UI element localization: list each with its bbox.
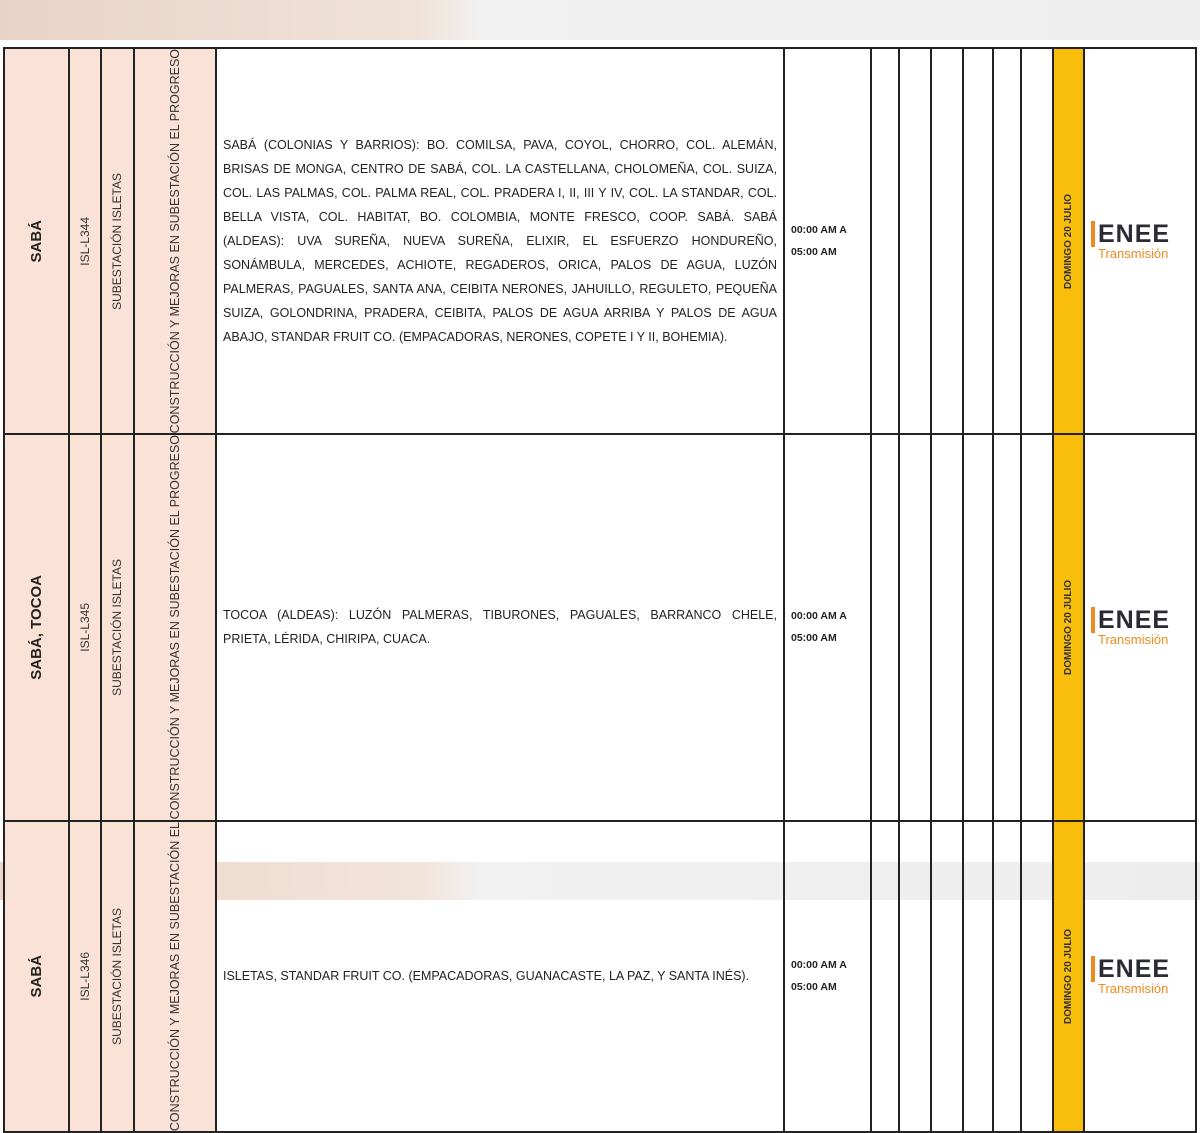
sectores-text: ISLETAS, STANDAR FRUIT CO. (EMPACADORAS, GUANACASTE, LA PAZ, Y SANTA INÉS). bbox=[223, 969, 750, 984]
horario-start: 00:00 AM A bbox=[791, 959, 847, 972]
empty-cell bbox=[963, 434, 993, 820]
enee-logo bbox=[1085, 221, 1195, 261]
table-row bbox=[4, 48, 1196, 434]
horario-start: 00:00 AM A bbox=[791, 224, 847, 237]
empty-cell bbox=[1021, 48, 1053, 434]
empty-cell bbox=[899, 48, 931, 434]
empty-cell bbox=[963, 48, 993, 434]
logo-sub: Transmisión bbox=[1098, 632, 1169, 648]
empty-cell bbox=[899, 821, 931, 1132]
horario-cell bbox=[784, 821, 871, 1132]
fecha-text: DOMINGO 20 JULIO bbox=[1063, 579, 1074, 675]
outage-schedule-table bbox=[3, 47, 1197, 1133]
empty-cell bbox=[963, 821, 993, 1132]
fecha-cell bbox=[1053, 48, 1084, 434]
horario-end: 05:00 AM bbox=[791, 246, 837, 259]
subestacion-text: SUBESTACIÓN ISLETAS bbox=[110, 907, 124, 1045]
subestacion-cell bbox=[101, 821, 134, 1132]
sectores-cell bbox=[216, 48, 784, 434]
table-row bbox=[4, 821, 1196, 1132]
empty-cell bbox=[993, 821, 1021, 1132]
circuito-cell bbox=[69, 48, 101, 434]
sectores-cell bbox=[216, 434, 784, 820]
motivo-text: CONSTRUCCIÓN Y MEJORAS EN SUBESTACIÓN EL PROGRESO bbox=[167, 49, 182, 434]
sectores-text: TOCOA (ALDEAS): LUZÓN PALMERAS, TIBURONES, PAGUALES, BARRANCO CHELE, PRIETA, LÉRIDA, CHIRIPA, CUACA. bbox=[223, 608, 777, 647]
subestacion-cell bbox=[101, 434, 134, 820]
empty-cell bbox=[899, 434, 931, 820]
empty-cell bbox=[931, 434, 963, 820]
enee-logo bbox=[1085, 607, 1195, 647]
circuito-cell bbox=[69, 434, 101, 820]
horario-end: 05:00 AM bbox=[791, 632, 837, 645]
municipio-text: SABÁ, TOCOA bbox=[28, 575, 45, 680]
empty-cell bbox=[1021, 434, 1053, 820]
logo-cell bbox=[1084, 821, 1196, 1132]
empty-cell bbox=[871, 434, 899, 820]
horario-cell bbox=[784, 48, 871, 434]
logo-brand: ENEE bbox=[1091, 221, 1170, 247]
sectores-cell bbox=[216, 821, 784, 1132]
municipio-cell bbox=[4, 48, 69, 434]
motivo-cell bbox=[134, 48, 216, 434]
fecha-text: DOMINGO 20 JULIO bbox=[1063, 928, 1074, 1024]
empty-cell bbox=[931, 48, 963, 434]
empty-cell bbox=[871, 48, 899, 434]
table-row bbox=[4, 434, 1196, 820]
motivo-text: CONSTRUCCIÓN Y MEJORAS EN SUBESTACIÓN EL bbox=[167, 821, 182, 1131]
motivo-cell bbox=[134, 434, 216, 820]
background-top bbox=[0, 0, 1200, 40]
logo-cell bbox=[1084, 48, 1196, 434]
empty-cell bbox=[871, 821, 899, 1132]
circuito-cell bbox=[69, 821, 101, 1132]
motivo-cell bbox=[134, 821, 216, 1132]
horario-start: 00:00 AM A bbox=[791, 610, 847, 623]
horario-end: 05:00 AM bbox=[791, 981, 837, 994]
empty-cell bbox=[1021, 821, 1053, 1132]
subestacion-cell bbox=[101, 48, 134, 434]
circuito-text: ISL-L346 bbox=[77, 951, 92, 1001]
enee-logo bbox=[1085, 956, 1195, 996]
subestacion-text: SUBESTACIÓN ISLETAS bbox=[110, 559, 124, 696]
empty-cell bbox=[993, 48, 1021, 434]
logo-brand: ENEE bbox=[1091, 956, 1170, 982]
fecha-cell bbox=[1053, 821, 1084, 1132]
municipio-text: SABÁ bbox=[28, 954, 45, 998]
circuito-text: ISL-L345 bbox=[77, 603, 92, 652]
logo-brand: ENEE bbox=[1091, 607, 1170, 633]
subestacion-text: SUBESTACIÓN ISLETAS bbox=[110, 172, 124, 310]
sectores-text: SABÁ (COLONIAS Y BARRIOS): BO. COMILSA, PAVA, COYOL, CHORRO, COL. ALEMÁN, BRISAS DE MONGA, CENTRO DE SABÁ, COL. LA CASTELLANA, CHOLOMEÑA, COL. SUIZA, COL. LAS PALMAS, COL. PALMA REAL, COL. PRADERA I, II, III Y IV, COL. LA STANDAR, COL. BELLA VISTA, COL. HABITAT, BO. COLOMBIA, MONTE FRESCO, COOP. SABÁ. SABÁ (ALDEAS): UVA SUREÑA, NUEVA SUREÑA, ELIXIR, EL ESFUERZO HONDUREÑO, SONÁMBULA, MERCEDES, ACHIOTE, REGADEROS, ORICA, PALOS DE AGUA, LUZÓN PALMERAS, PAGUALES, SANTA ANA, CEIBITA NERONES, JAHUILLO, REGULETO, PEQUEÑA SUIZA, GOLONDRINA, PRADERA, CEIBITA, PALOS DE AGUA ARRIBA Y PALOS DE AGUA ABAJO, STANDAR FRUIT CO. (EMPACADORAS, NERONES, COPETE I Y II, BOHEMIA). bbox=[223, 138, 777, 345]
fecha-cell bbox=[1053, 434, 1084, 820]
motivo-text: CONSTRUCCIÓN Y MEJORAS EN SUBESTACIÓN EL PROGRESO bbox=[167, 435, 182, 820]
fecha-text: DOMINGO 20 JULIO bbox=[1063, 193, 1074, 289]
municipio-cell bbox=[4, 434, 69, 820]
empty-cell bbox=[993, 434, 1021, 820]
circuito-text: ISL-L344 bbox=[77, 216, 92, 266]
logo-cell bbox=[1084, 434, 1196, 820]
empty-cell bbox=[931, 821, 963, 1132]
municipio-cell bbox=[4, 821, 69, 1132]
logo-sub: Transmisión bbox=[1098, 246, 1169, 262]
horario-cell bbox=[784, 434, 871, 820]
municipio-text: SABÁ bbox=[28, 219, 45, 263]
logo-sub: Transmisión bbox=[1098, 981, 1169, 997]
